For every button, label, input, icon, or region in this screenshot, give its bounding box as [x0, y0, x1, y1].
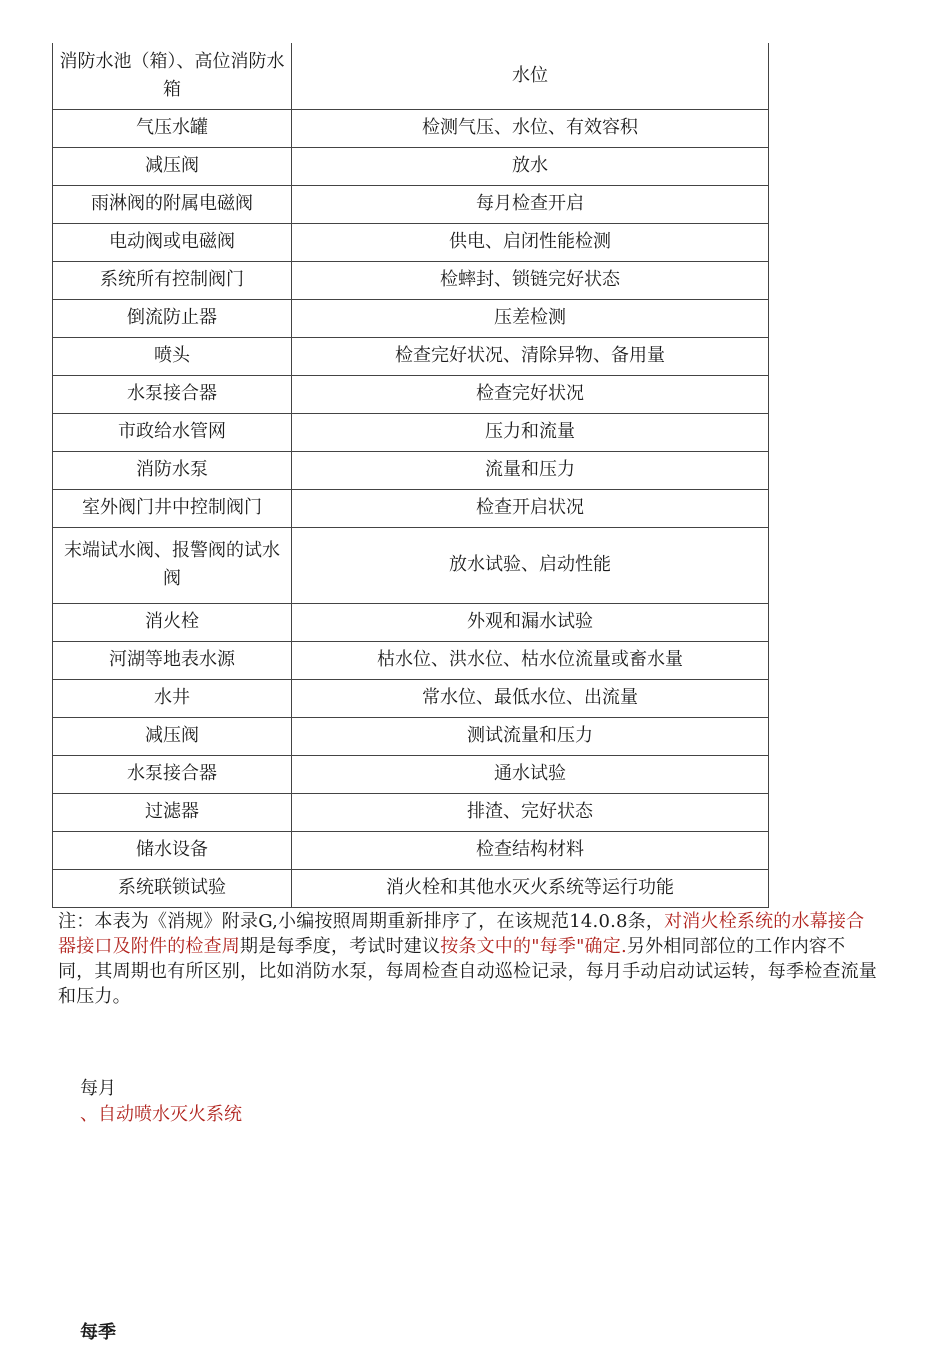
- inspection-content-cell: 放水: [292, 147, 769, 185]
- table-row: [53, 717, 769, 755]
- table-row: [53, 527, 769, 603]
- inspection-item-cell: 市政给水管网: [53, 413, 292, 451]
- inspection-content-cell: 外观和漏水试验: [292, 603, 769, 641]
- table-row: [53, 755, 769, 793]
- inspection-item-cell: 消火栓: [53, 603, 292, 641]
- inspection-item-cell: 过滤器: [53, 793, 292, 831]
- inspection-content-cell: 测试流量和压力: [292, 717, 769, 755]
- inspection-item-cell: 水泵接合器: [53, 375, 292, 413]
- table-row: [53, 641, 769, 679]
- inspection-item-cell: 电动阀或电磁阀: [53, 223, 292, 261]
- inspection-item-cell: 系统所有控制阀门: [53, 261, 292, 299]
- note-highlight-1: 对消火栓系统的水幕接合器接口及附件的检查周: [58, 911, 865, 957]
- table-row: [53, 451, 769, 489]
- inspection-content-cell: 压差检测: [292, 299, 769, 337]
- inspection-content-cell: 检查结构材料: [292, 831, 769, 869]
- table-row: [53, 679, 769, 717]
- inspection-item-cell: 末端试水阀、报警阀的试水阀: [53, 527, 292, 603]
- table-row: [53, 489, 769, 527]
- inspection-item-cell: 减压阀: [53, 147, 292, 185]
- table-row: [53, 185, 769, 223]
- inspection-item-cell: 水泵接合器: [53, 755, 292, 793]
- inspection-item-cell: 消防水泵: [53, 451, 292, 489]
- table-row: [53, 413, 769, 451]
- inspection-item-cell: 室外阀门井中控制阀门: [53, 489, 292, 527]
- table-row: [53, 603, 769, 641]
- inspection-content-cell: 供电、启闭性能检测: [292, 223, 769, 261]
- table-row: [53, 299, 769, 337]
- inspection-item-cell: 消防水池（箱）、高位消防水箱: [53, 43, 292, 109]
- inspection-item-cell: 水井: [53, 679, 292, 717]
- inspection-item-cell: 喷头: [53, 337, 292, 375]
- table-row: [53, 147, 769, 185]
- inspection-content-cell: 水位: [292, 43, 769, 109]
- table-row: [53, 869, 769, 907]
- inspection-item-cell: 系统联锁试验: [53, 869, 292, 907]
- table-row: [53, 337, 769, 375]
- inspection-content-cell: 流量和压力: [292, 451, 769, 489]
- inspection-content-cell: 检查完好状况: [292, 375, 769, 413]
- note-text-1: 注：本表为《消规》附录G,小编按照周期重新排序了，在该规范14.0.8条，: [58, 911, 665, 932]
- inspection-content-cell: 放水试验、启动性能: [292, 527, 769, 603]
- inspection-content-cell: 检查开启状况: [292, 489, 769, 527]
- table-row: [53, 261, 769, 299]
- table-row: [53, 793, 769, 831]
- inspection-content-cell: 压力和流量: [292, 413, 769, 451]
- table-row: [53, 375, 769, 413]
- table-row: [53, 43, 769, 109]
- inspection-content-cell: 枯水位、洪水位、枯水位流量或畜水量: [292, 641, 769, 679]
- inspection-item-cell: 储水设备: [53, 831, 292, 869]
- inspection-item-cell: 气压水罐: [53, 109, 292, 147]
- inspection-content-cell: 排渣、完好状态: [292, 793, 769, 831]
- inspection-table: [52, 43, 769, 908]
- inspection-item-cell: 减压阀: [53, 717, 292, 755]
- inspection-content-cell: 每月检查开启: [292, 185, 769, 223]
- monthly-heading: 每月: [80, 1078, 116, 1099]
- note-text-3: 另外相同部位的工作内容不同，其周期也有所区别，比如消防水泵，每周检查自动巡检记录，每月手动启动试运转，每季检查流量和压力。: [58, 936, 877, 1007]
- table-note: [58, 909, 878, 1009]
- inspection-content-cell: 检蟀封、锁链完好状态: [292, 261, 769, 299]
- inspection-content-cell: 常水位、最低水位、出流量: [292, 679, 769, 717]
- inspection-item-cell: 雨淋阀的附属电磁阀: [53, 185, 292, 223]
- quarterly-heading: 每季: [80, 1322, 116, 1343]
- table-row: [53, 109, 769, 147]
- inspection-content-cell: 检测气压、水位、有效容积: [292, 109, 769, 147]
- inspection-content-cell: 消火栓和其他水灭火系统等运行功能: [292, 869, 769, 907]
- inspection-item-cell: 河湖等地表水源: [53, 641, 292, 679]
- note-text-2: 期是每季度，考试时建议: [240, 936, 441, 957]
- inspection-content-cell: 检查完好状况、清除异物、备用量: [292, 337, 769, 375]
- inspection-content-cell: 通水试验: [292, 755, 769, 793]
- inspection-item-cell: 倒流防止器: [53, 299, 292, 337]
- table-row: [53, 831, 769, 869]
- note-highlight-2: 按条文中的"每季"确定.: [440, 936, 627, 957]
- table-row: [53, 223, 769, 261]
- monthly-system-title: 、自动喷水灭火系统: [80, 1104, 242, 1125]
